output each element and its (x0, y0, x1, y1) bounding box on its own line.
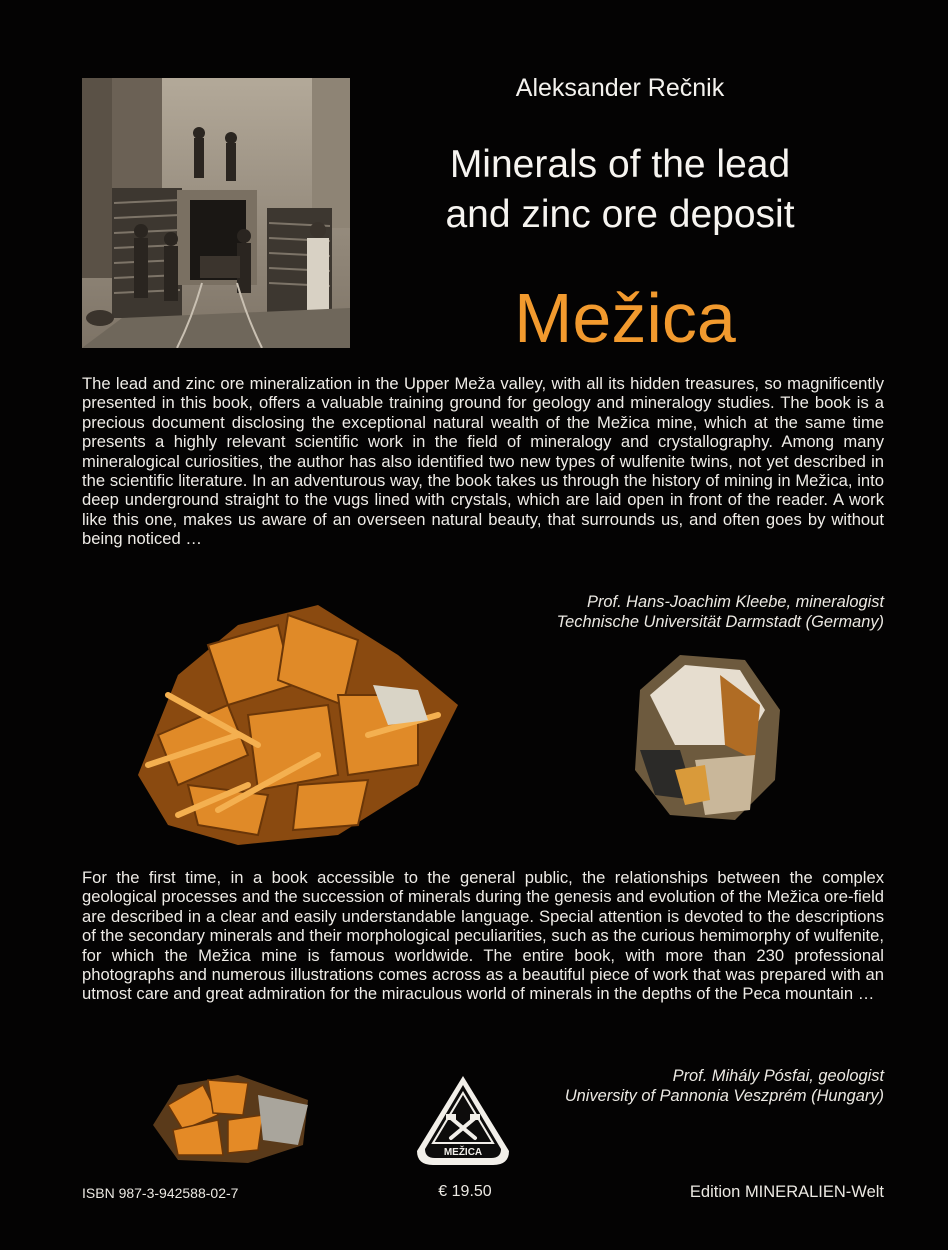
mine-entrance-photo (82, 78, 350, 348)
wulfenite-specimen-image (148, 1065, 313, 1165)
title-line-1: Minerals of the lead (449, 143, 791, 186)
isbn-number: ISBN 987-3-942588-02-7 (82, 1185, 239, 1201)
mezica-logo (413, 1073, 513, 1168)
hemimorphic-crystal-image (625, 650, 785, 825)
reviewer-2-name: Prof. Mihály Pósfai, geologist (672, 1067, 884, 1085)
title-line-2: and zinc ore deposit (445, 193, 795, 236)
book-title (395, 140, 845, 240)
logo-text: MEŽICA (443, 1147, 483, 1158)
reviewer-1-name: Prof. Hans-Joachim Kleebe, mineralogist (587, 593, 884, 611)
review-text-2: For the first time, in a book accessible to the general public, the relationships between the complex geological processes and the succession of minerals during the genesis and evolution of the Mežica ore-field are described in a clear and easily understandable language. Special attention is devoted to the descriptions of the secondary minerals and their morphological peculiarities, such as the curious hemimorphy of wulfenite, for which the Mežica mine is famous worldwide. The entire book, with more than 230 professional photographs and numerous illustrations comes across as a beautiful piece of work that was prepared with an utmost care and great admiration for the miraculous world of minerals in the depths of the Peca mountain … (82, 868, 884, 1004)
reviewer-2-affiliation: University of Pannonia Veszprém (Hungary) (564, 1087, 884, 1105)
publisher-name: Edition MINERALIEN-Welt (689, 1183, 884, 1201)
author-name: Aleksander Rečnik (515, 74, 725, 102)
reviewer-1-affiliation: Technische Universität Darmstadt (Germany) (556, 613, 884, 631)
review-text-1: The lead and zinc ore mineralization in the Upper Meža valley, with all its hidden treasures, so magnificently presented in this book, offers a valuable training ground for geology and mineralogy studies. The book is a precious document disclosing the exceptional natural wealth of the Mežica mine, which at the same time presents a highly relevant scientific work in the field of mineralogy and crystallography. Among many mineralogical curiosities, the author has also identified two new types of wulfenite twins, not yet described in the scientific literature. In an adventurous way, the book takes us through the history of mining in Mežica, into deep underground straight to the vugs lined with crystals, which are laid open in front of the reader. A work like this one, makes us aware of an overseen natural beauty, that surrounds us, and often goes by without being noticed … (82, 374, 884, 549)
price: € 19.50 (438, 1183, 492, 1200)
wulfenite-cluster-image (118, 585, 463, 850)
book-title-place: Mežica (514, 279, 736, 357)
